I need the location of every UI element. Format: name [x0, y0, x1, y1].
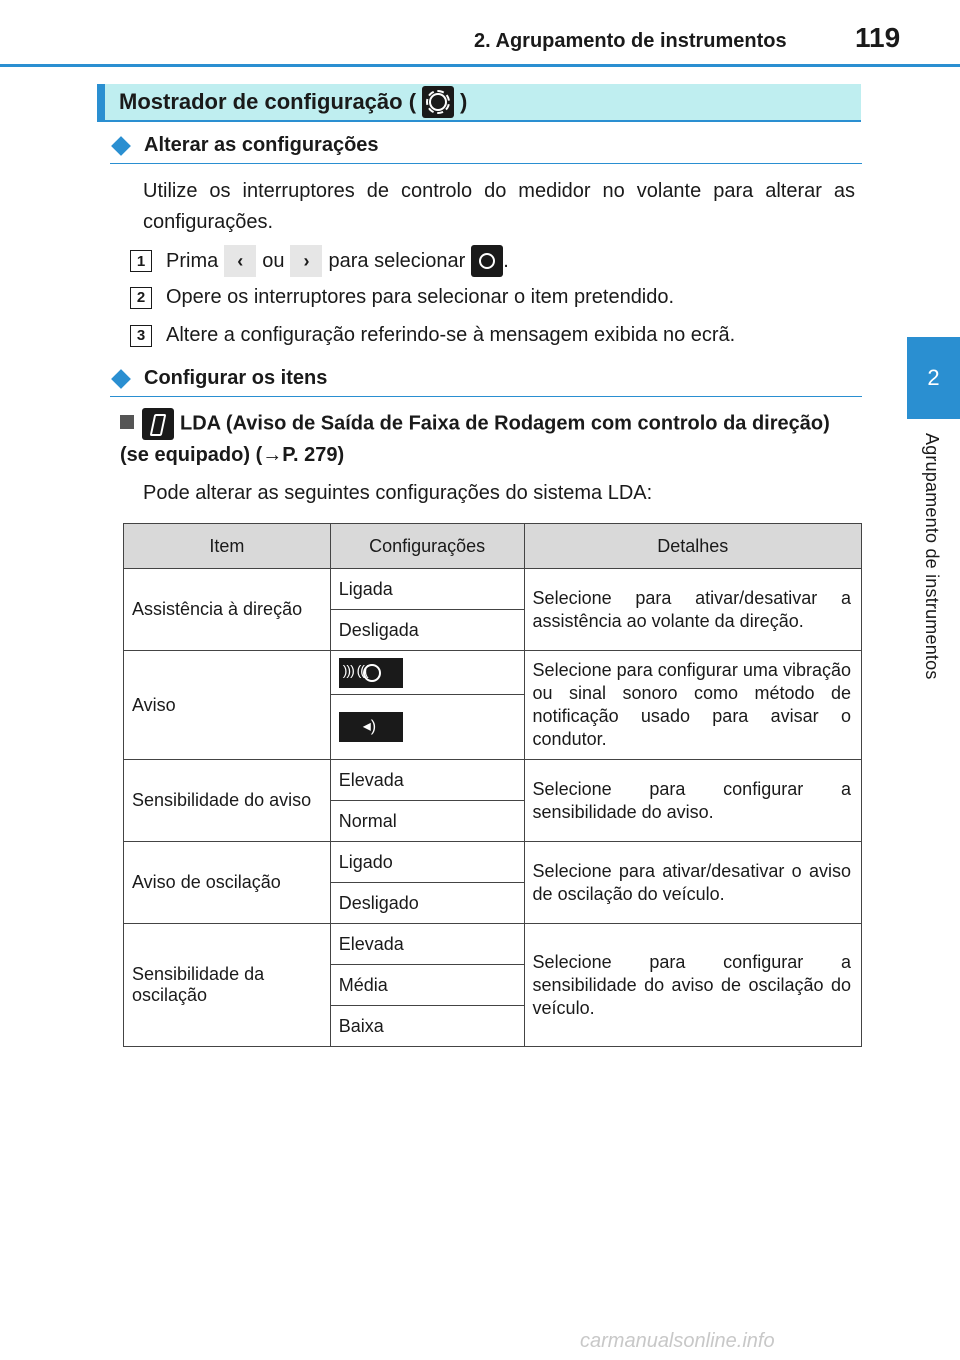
- lda-subheading: [120, 408, 850, 471]
- detail-cell: Selecione para configurar a sensibilidade do aviso.: [524, 760, 861, 842]
- banner-title-close: ): [460, 89, 468, 114]
- lda-description: Pode alterar as seguintes configurações do sistema LDA:: [143, 482, 653, 504]
- section-heading-configure-items: [110, 367, 862, 397]
- config-cell: Normal: [330, 801, 524, 842]
- step-number: 1: [130, 250, 152, 272]
- item-cell: Sensibilidade do aviso: [124, 760, 331, 842]
- table-header-cell: Configurações: [330, 524, 524, 569]
- config-cell: Ligada: [330, 569, 524, 610]
- table-row: [124, 842, 862, 883]
- detail-cell: Selecione para configurar uma vibração ou sinal sonoro como método de notificação usado para avisar o condutor.: [524, 651, 861, 760]
- section-banner: [97, 84, 861, 122]
- lda-lane-icon: [142, 408, 174, 440]
- banner-title: [105, 86, 467, 118]
- lda-settings-table: [123, 523, 862, 1047]
- step-text-or: ou: [262, 249, 285, 272]
- section-heading-text: Alterar as configurações: [144, 134, 379, 156]
- detail-cell: Selecione para ativar/desativar o aviso de oscilação do veículo.: [524, 842, 861, 924]
- config-cell: Elevada: [330, 924, 524, 965]
- settings-gear-icon: [471, 245, 503, 277]
- chapter-number: 2: [927, 365, 940, 390]
- diamond-bullet-icon: [111, 136, 131, 156]
- step-number: 3: [130, 325, 152, 347]
- step-text-end: .: [503, 249, 509, 272]
- config-cell: Desligado: [330, 883, 524, 924]
- config-cell: Ligado: [330, 842, 524, 883]
- table-row: [124, 760, 862, 801]
- table-row: [124, 651, 862, 695]
- step-text: Altere a configuração referindo-se à mensagem exibida no ecrã.: [166, 324, 736, 346]
- steering-vibration-icon: [339, 658, 403, 688]
- chevron-right-icon: ›: [290, 245, 322, 277]
- detail-cell: Selecione para ativar/desativar a assistência ao volante da direção.: [524, 569, 861, 651]
- settings-gear-icon: [422, 86, 454, 118]
- step-2: [130, 286, 674, 309]
- config-cell: Baixa: [330, 1006, 524, 1047]
- chevron-left-icon: ‹: [224, 245, 256, 277]
- table-row: [124, 569, 862, 610]
- chapter-tab[interactable]: [907, 337, 960, 419]
- table-header-row: [124, 524, 862, 569]
- detail-cell: Selecione para configurar a sensibilidade do aviso de oscilação do veículo.: [524, 924, 861, 1047]
- chapter-label: Agrupamento de instrumentos: [922, 433, 942, 680]
- square-bullet-icon: [120, 415, 134, 429]
- config-cell: Elevada: [330, 760, 524, 801]
- table-header-cell: Detalhes: [524, 524, 861, 569]
- step-text: Prima: [166, 249, 219, 272]
- step-text-select: para selecionar: [328, 249, 466, 272]
- config-cell: [330, 651, 524, 695]
- item-cell: Assistência à direção: [124, 569, 331, 651]
- item-cell: Sensibilidade da oscilação: [124, 924, 331, 1047]
- step-text: Opere os interruptores para selecionar o item pretendido.: [166, 286, 675, 308]
- step-1: [130, 245, 509, 277]
- header-section-title: 2. Agrupamento de instrumentos: [474, 30, 787, 52]
- speaker-icon: [339, 712, 403, 742]
- section-heading-text: Configurar os itens: [144, 367, 328, 389]
- config-cell: Desligada: [330, 610, 524, 651]
- item-cell: Aviso: [124, 651, 331, 760]
- step-3: [130, 324, 735, 347]
- section-heading-change-settings: [110, 134, 862, 164]
- diamond-bullet-icon: [111, 369, 131, 389]
- banner-title-text: Mostrador de configuração (: [119, 89, 417, 114]
- page-number: 119: [855, 22, 901, 53]
- config-cell: Média: [330, 965, 524, 1006]
- watermark: carmanualsonline.info: [580, 1330, 775, 1352]
- step-number: 2: [130, 287, 152, 309]
- table-row: [124, 924, 862, 965]
- header-rule: [0, 64, 960, 67]
- intro-paragraph: Utilize os interruptores de controlo do medidor no volante para alterar as configurações.: [143, 180, 855, 233]
- table-header-cell: Item: [124, 524, 331, 569]
- lda-subheading-text[interactable]: LDA (Aviso de Saída de Faixa de Rodagem com controlo da direção) (se equipado) (→P. 279): [120, 412, 830, 466]
- config-cell: [330, 695, 524, 760]
- item-cell: Aviso de oscilação: [124, 842, 331, 924]
